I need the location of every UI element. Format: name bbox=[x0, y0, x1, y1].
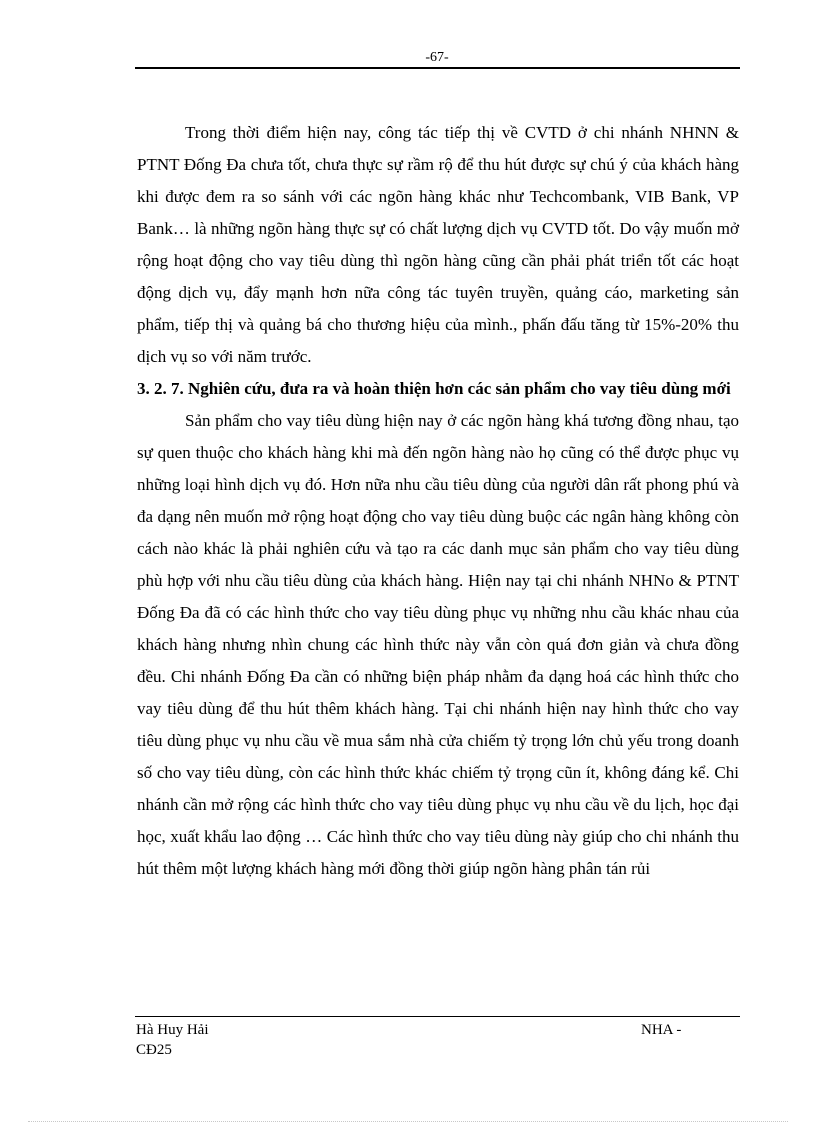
section-heading: 3. 2. 7. Nghiên cứu, đưa ra và hoàn thiện hơn các sản phẩm cho vay tiêu dùng mới bbox=[137, 379, 731, 398]
header-rule bbox=[135, 67, 740, 69]
footer-author bbox=[136, 1020, 208, 1060]
paragraph-products: Sản phẩm cho vay tiêu dùng hiện nay ở các ngõn hàng khá tương đồng nhau, tạo sự quen thuộc cho khách hàng khi mà đến ngõn hàng nào họ cũng có thể được phục vụ những loại hình dịch vụ đó. Hơn nữa nhu cầu tiêu dùng của người dân rất phong phú và đa dạng nên muốn mở rộng hoạt động cho vay tiêu dùng buộc các ngân hàng không còn cách nào khác là phải nghiên cứu và tạo ra các danh mục sản phẩm cho vay tiêu dùng phù hợp với nhu cầu tiêu dùng của khách hàng. Hiện nay tại chi nhánh NHNo & PTNT Đống Đa đã có các hình thức cho vay tiêu dùng phục vụ những nhu cầu khác nhau của khách hàng nhưng nhìn chung các hình thức này vẫn còn quá đơn giản và chưa đồng đều. Chi nhánh Đống Đa cần có những biện pháp nhằm đa dạng hoá các hình thức cho vay tiêu dùng để thu hút thêm khách hàng. Tại chi nhánh hiện nay hình thức cho vay tiêu dùng phục vụ nhu cầu về mua sắm nhà cửa chiếm tỷ trọng lớn chủ yếu trong doanh số cho vay tiêu dùng, còn các hình thức khác chiếm tỷ trọng cũn ít, không đáng kể. Chi nhánh cần mở rộng các hình thức cho vay tiêu dùng phục vụ nhu cầu về du lịch, học đại học, xuất khẩu lao động … Các hình thức cho vay tiêu dùng này giúp cho chi nhánh thu hút thêm một lượng khách hàng mới đồng thời giúp ngõn hàng phân tán rủi bbox=[137, 411, 739, 878]
page-edge-divider bbox=[28, 1121, 788, 1122]
page-number: -67- bbox=[425, 50, 449, 65]
document-body bbox=[137, 117, 739, 885]
paragraph-marketing: Trong thời điểm hiện nay, công tác tiếp thị về CVTD ở chi nhánh NHNN & PTNT Đống Đa chưa tốt, chưa thực sự rầm rộ để thu hút được sự chú ý của khách hàng khi được đem ra so sánh với các ngõn hàng khác như Techcombank, VIB Bank, VP Bank… là những ngõn hàng thực sự có chất lượng dịch vụ CVTD tốt. Do vậy muốn mở rộng hoạt động cho vay tiêu dùng thì ngõn hàng cũng cần phải phát triển tốt các hoạt động dịch vụ, đẩy mạnh hơn nữa công tác tuyên truyền, quảng cáo, marketing sản phẩm, tiếp thị và quảng bá cho thương hiệu của mình., phấn đấu tăng từ 15%-20% thu dịch vụ so với năm trước. bbox=[137, 123, 739, 366]
footer-right-label: NHA - bbox=[641, 1022, 682, 1038]
footer-rule bbox=[135, 1016, 740, 1017]
footer-author-class: CĐ25 bbox=[136, 1042, 172, 1058]
footer-author-name: Hà Huy Hải bbox=[136, 1022, 209, 1038]
